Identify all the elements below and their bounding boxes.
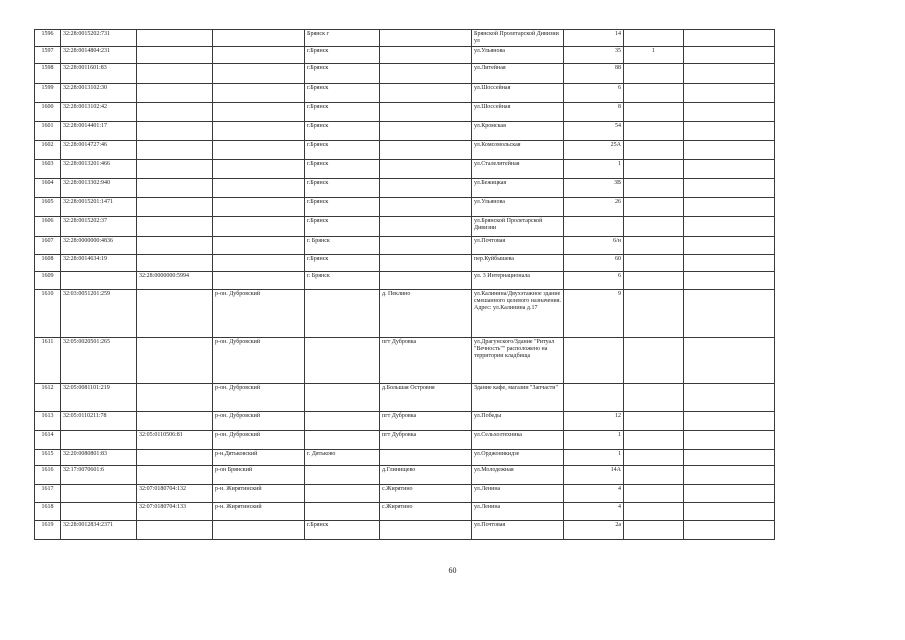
cell-district [213, 217, 305, 237]
cell-district [213, 64, 305, 84]
cell-address: ул.Ленина [472, 485, 564, 503]
cell-building-number [624, 431, 684, 450]
cell-settlement: с.Жирятино [380, 485, 472, 503]
table-row [35, 84, 775, 103]
cell-city: г.Брянск [305, 64, 380, 84]
cell-cadastral-number: 32:05:0110211:78 [61, 412, 137, 431]
table-row [35, 47, 775, 64]
cell-address: ул.Драгунского/Здание "Ритуал "Вечность"" расположено на территории кладбища [472, 338, 564, 384]
cell-house-number: 12 [564, 412, 624, 431]
cell-building-number [624, 503, 684, 521]
cell-cadastral-number-alt [137, 450, 213, 466]
cell-notes [684, 103, 775, 122]
cell-building-number [624, 384, 684, 412]
cell-building-number [624, 485, 684, 503]
cell-settlement [380, 521, 472, 540]
cell-address: ул.Брянской Пролетарской Дивизии [472, 217, 564, 237]
table-row [35, 30, 775, 47]
cell-district [213, 198, 305, 217]
cell-house-number: 1 [564, 160, 624, 179]
cell-address: ул.Молодежная [472, 466, 564, 485]
cell-settlement [380, 450, 472, 466]
cell-cadastral-number-alt [137, 255, 213, 272]
cell-house-number: 6 [564, 272, 624, 290]
table-row [35, 503, 775, 521]
cell-notes [684, 198, 775, 217]
cell-row-number: 1614 [35, 431, 61, 450]
cell-row-number: 1619 [35, 521, 61, 540]
cell-settlement: д.Большая Островня [380, 384, 472, 412]
cell-notes [684, 290, 775, 338]
cell-cadastral-number-alt [137, 30, 213, 47]
cell-city: г.Брянск [305, 198, 380, 217]
cell-district [213, 141, 305, 160]
cell-cadastral-number-alt [137, 290, 213, 338]
cell-city: г.Брянск [305, 179, 380, 198]
cell-settlement: д.Глинищево [380, 466, 472, 485]
cell-notes [684, 450, 775, 466]
cell-city: г. Брянск [305, 272, 380, 290]
cell-district: р-н.Дятьковский [213, 450, 305, 466]
cell-settlement [380, 122, 472, 141]
cell-city [305, 290, 380, 338]
cell-notes [684, 84, 775, 103]
cell-district [213, 255, 305, 272]
cell-address: ул. 3 Интернационала [472, 272, 564, 290]
table-row [35, 338, 775, 384]
cell-settlement: с.Жирятино [380, 503, 472, 521]
cell-notes [684, 503, 775, 521]
cell-cadastral-number-alt [137, 160, 213, 179]
cell-settlement [380, 47, 472, 64]
cell-cadastral-number-alt: 32:07:0180704:132 [137, 485, 213, 503]
cell-cadastral-number: 32:28:0011601:83 [61, 64, 137, 84]
cell-row-number: 1607 [35, 237, 61, 255]
cell-address: ул.Калинина/Двухэтажное здание смешанного целевого назначения. Адрес: ул.Калинина д.17 [472, 290, 564, 338]
cell-settlement [380, 64, 472, 84]
page-number: 60 [448, 566, 457, 575]
cell-house-number: 25А [564, 141, 624, 160]
cell-row-number: 1616 [35, 466, 61, 485]
cell-row-number: 1610 [35, 290, 61, 338]
cell-notes [684, 160, 775, 179]
cell-district [213, 47, 305, 64]
cell-city: г. Дятьково [305, 450, 380, 466]
cell-address: ул.Победы [472, 412, 564, 431]
cell-city: г.Брянск [305, 217, 380, 237]
cell-address: ул.Орджоникидзе [472, 450, 564, 466]
cell-settlement [380, 198, 472, 217]
cell-city: г.Брянск [305, 84, 380, 103]
cell-cadastral-number-alt [137, 237, 213, 255]
cell-cadastral-number-alt: 32:07:0180704:133 [137, 503, 213, 521]
cell-notes [684, 466, 775, 485]
cell-row-number: 1618 [35, 503, 61, 521]
cell-cadastral-number: 32:28:0014727:46 [61, 141, 137, 160]
cell-house-number: 1 [564, 450, 624, 466]
cell-notes [684, 179, 775, 198]
cell-address: ул.Комсомольская [472, 141, 564, 160]
cell-building-number [624, 290, 684, 338]
cell-notes [684, 521, 775, 540]
cell-city [305, 466, 380, 485]
cell-building-number [624, 255, 684, 272]
cell-row-number: 1611 [35, 338, 61, 384]
cell-address: ул.Шоссейная [472, 103, 564, 122]
cell-row-number: 1596 [35, 30, 61, 47]
cell-building-number [624, 338, 684, 384]
cell-building-number [624, 160, 684, 179]
cell-address: ул.Ульянова [472, 47, 564, 64]
cell-building-number [624, 64, 684, 84]
cell-house-number: 54 [564, 122, 624, 141]
cell-city [305, 412, 380, 431]
cell-cadastral-number: 32:17:0070601:6 [61, 466, 137, 485]
cell-notes [684, 217, 775, 237]
cell-district [213, 84, 305, 103]
cell-address: ул.Литейная [472, 64, 564, 84]
table-row [35, 384, 775, 412]
cell-district: р-н. Жирятинский [213, 485, 305, 503]
cell-address: ул.Сталелитейная [472, 160, 564, 179]
table-row [35, 64, 775, 84]
cell-row-number: 1615 [35, 450, 61, 466]
cell-notes [684, 237, 775, 255]
table-row [35, 255, 775, 272]
table-row [35, 412, 775, 431]
cell-notes [684, 64, 775, 84]
cell-building-number: 1 [624, 47, 684, 64]
cell-settlement: пгт Дубровка [380, 338, 472, 384]
cell-cadastral-number: 32:28:0013302:940 [61, 179, 137, 198]
cell-cadastral-number-alt [137, 47, 213, 64]
cell-cadastral-number-alt [137, 198, 213, 217]
cell-settlement [380, 30, 472, 47]
cell-cadastral-number-alt [137, 64, 213, 84]
registry-table [34, 29, 775, 540]
cell-city [305, 384, 380, 412]
cell-district [213, 237, 305, 255]
cell-notes [684, 431, 775, 450]
cell-address: Здание кафе, магазин "Запчасти" [472, 384, 564, 412]
cell-settlement: д. Пеклино [380, 290, 472, 338]
cell-notes [684, 412, 775, 431]
cell-city: г.Брянск [305, 141, 380, 160]
cell-settlement: пгт Дубровка [380, 431, 472, 450]
table-row [35, 122, 775, 141]
cell-cadastral-number: 32:28:0015201:1471 [61, 198, 137, 217]
cell-building-number [624, 103, 684, 122]
cell-building-number [624, 141, 684, 160]
cell-house-number: 26 [564, 198, 624, 217]
cell-house-number: 8 [564, 103, 624, 122]
cell-address: пер.Куйбышева [472, 255, 564, 272]
cell-cadastral-number-alt [137, 141, 213, 160]
cell-cadastral-number-alt [137, 179, 213, 198]
cell-cadastral-number-alt: 32:05:0110506:81 [137, 431, 213, 450]
cell-building-number [624, 521, 684, 540]
cell-cadastral-number: 32:28:0013102:30 [61, 84, 137, 103]
table-row [35, 160, 775, 179]
cell-building-number [624, 217, 684, 237]
cell-city [305, 338, 380, 384]
cell-city: г.Брянск [305, 122, 380, 141]
cell-district: р-он. Дубровский [213, 431, 305, 450]
cell-address: ул.Бежицкая [472, 179, 564, 198]
table-row [35, 217, 775, 237]
cell-address: ул.Сельхозтехника [472, 431, 564, 450]
cell-cadastral-number-alt [137, 412, 213, 431]
cell-house-number [564, 338, 624, 384]
cell-cadastral-number: 32:28:0013102:42 [61, 103, 137, 122]
cell-settlement [380, 217, 472, 237]
cell-house-number: 6 [564, 84, 624, 103]
cell-settlement [380, 160, 472, 179]
cell-district [213, 160, 305, 179]
cell-house-number: 1 [564, 431, 624, 450]
table-row [35, 237, 775, 255]
cell-building-number [624, 237, 684, 255]
registry-table-body [35, 30, 775, 540]
cell-cadastral-number-alt [137, 103, 213, 122]
table-row [35, 290, 775, 338]
cell-house-number: 88 [564, 64, 624, 84]
cell-row-number: 1606 [35, 217, 61, 237]
cell-city: г. Брянск [305, 237, 380, 255]
cell-cadastral-number: 32:28:0012834:2371 [61, 521, 137, 540]
cell-row-number: 1602 [35, 141, 61, 160]
cell-row-number: 1608 [35, 255, 61, 272]
cell-address: ул.Почтовая [472, 237, 564, 255]
cell-cadastral-number: 32:28:0014804:231 [61, 47, 137, 64]
cell-row-number: 1603 [35, 160, 61, 179]
cell-row-number: 1597 [35, 47, 61, 64]
cell-notes [684, 384, 775, 412]
cell-row-number: 1598 [35, 64, 61, 84]
cell-cadastral-number [61, 485, 137, 503]
cell-city [305, 503, 380, 521]
cell-settlement [380, 255, 472, 272]
cell-cadastral-number: 32:28:0014634:19 [61, 255, 137, 272]
cell-house-number: 2а [564, 521, 624, 540]
cell-district [213, 272, 305, 290]
cell-cadastral-number: 32:05:0081101:219 [61, 384, 137, 412]
cell-address: ул.Почтовая [472, 521, 564, 540]
cell-house-number: 6/н [564, 237, 624, 255]
cell-building-number [624, 412, 684, 431]
cell-cadastral-number: 32:05:0020501:265 [61, 338, 137, 384]
cell-building-number [624, 84, 684, 103]
cell-house-number [564, 217, 624, 237]
cell-row-number: 1609 [35, 272, 61, 290]
cell-house-number: 60 [564, 255, 624, 272]
cell-row-number: 1600 [35, 103, 61, 122]
cell-building-number [624, 30, 684, 47]
cell-cadastral-number: 32:20:0080801:83 [61, 450, 137, 466]
cell-district [213, 30, 305, 47]
cell-cadastral-number-alt [137, 338, 213, 384]
cell-cadastral-number: 32:28:0015202:37 [61, 217, 137, 237]
cell-row-number: 1604 [35, 179, 61, 198]
cell-cadastral-number: 32:28:0013201:466 [61, 160, 137, 179]
cell-house-number: 4 [564, 503, 624, 521]
cell-notes [684, 47, 775, 64]
cell-district: р-он. Дубровский [213, 384, 305, 412]
cell-notes [684, 485, 775, 503]
cell-cadastral-number-alt [137, 122, 213, 141]
cell-district: р-н. Жирятинский [213, 503, 305, 521]
cell-settlement [380, 141, 472, 160]
cell-building-number [624, 122, 684, 141]
cell-district [213, 103, 305, 122]
cell-settlement [380, 272, 472, 290]
cell-row-number: 1617 [35, 485, 61, 503]
cell-district [213, 521, 305, 540]
cell-address: Брянской Пролетарской Дивизии ул [472, 30, 564, 47]
cell-cadastral-number-alt [137, 521, 213, 540]
cell-city [305, 485, 380, 503]
cell-notes [684, 255, 775, 272]
cell-settlement [380, 179, 472, 198]
cell-notes [684, 122, 775, 141]
cell-cadastral-number-alt [137, 84, 213, 103]
cell-house-number: 14А [564, 466, 624, 485]
cell-settlement: пгт Дубровка [380, 412, 472, 431]
table-row [35, 272, 775, 290]
table-row [35, 521, 775, 540]
cell-cadastral-number-alt [137, 384, 213, 412]
table-row [35, 179, 775, 198]
cell-cadastral-number: 32:03:0051201:259 [61, 290, 137, 338]
cell-city: г.Брянск [305, 160, 380, 179]
cell-row-number: 1601 [35, 122, 61, 141]
cell-notes [684, 338, 775, 384]
cell-row-number: 1612 [35, 384, 61, 412]
cell-address: ул.Ленина [472, 503, 564, 521]
cell-city: Брянск г [305, 30, 380, 47]
cell-house-number: 9 [564, 290, 624, 338]
cell-house-number: 14 [564, 30, 624, 47]
table-row [35, 198, 775, 217]
cell-district: р-он. Дубровский [213, 412, 305, 431]
cell-address: ул.Шоссейная [472, 84, 564, 103]
table-row [35, 485, 775, 503]
table-row [35, 141, 775, 160]
cell-city: г.Брянск [305, 521, 380, 540]
cell-house-number: 3В [564, 179, 624, 198]
cell-building-number [624, 272, 684, 290]
cell-cadastral-number-alt [137, 466, 213, 485]
table-row [35, 103, 775, 122]
table-row [35, 431, 775, 450]
cell-cadastral-number: 32:28:0000000:4836 [61, 237, 137, 255]
cell-building-number [624, 466, 684, 485]
cell-row-number: 1613 [35, 412, 61, 431]
cell-building-number [624, 179, 684, 198]
cell-cadastral-number [61, 503, 137, 521]
cell-district: р-он Брянский [213, 466, 305, 485]
cell-cadastral-number: 32:28:0014401:17 [61, 122, 137, 141]
cell-cadastral-number-alt: 32:28:0000000:5994 [137, 272, 213, 290]
cell-building-number [624, 198, 684, 217]
cell-settlement [380, 103, 472, 122]
cell-row-number: 1605 [35, 198, 61, 217]
cell-row-number: 1599 [35, 84, 61, 103]
cell-notes [684, 141, 775, 160]
cell-address: ул.Ульянова [472, 198, 564, 217]
cell-house-number: 4 [564, 485, 624, 503]
cell-city [305, 431, 380, 450]
cell-settlement [380, 237, 472, 255]
cell-cadastral-number-alt [137, 217, 213, 237]
cell-city: г.Брянск [305, 103, 380, 122]
cell-house-number [564, 384, 624, 412]
cell-district [213, 122, 305, 141]
cell-cadastral-number [61, 272, 137, 290]
cell-district: р-он. Дубровский [213, 290, 305, 338]
cell-address: ул.Кромская [472, 122, 564, 141]
cell-district: р-он. Дубровский [213, 338, 305, 384]
cell-notes [684, 30, 775, 47]
cell-cadastral-number [61, 431, 137, 450]
cell-building-number [624, 450, 684, 466]
cell-settlement [380, 84, 472, 103]
cell-district [213, 179, 305, 198]
cell-cadastral-number: 32:28:0015202:731 [61, 30, 137, 47]
table-row [35, 450, 775, 466]
cell-city: г.Брянск [305, 47, 380, 64]
cell-city: г.Брянск [305, 255, 380, 272]
cell-notes [684, 272, 775, 290]
table-row [35, 466, 775, 485]
cell-house-number: 35 [564, 47, 624, 64]
